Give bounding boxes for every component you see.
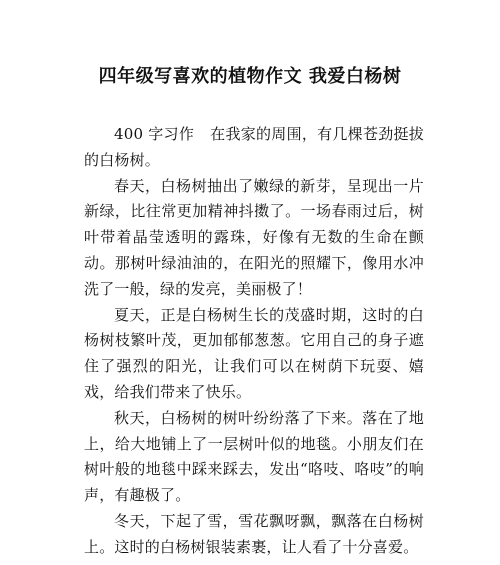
word-count-label: 400 字习作 <box>114 125 195 143</box>
paragraph-winter: 冬天，下起了雪，雪花飘呀飘，飘落在白杨树上。这时的白杨树银装素裹，让人看了十分喜爱。 <box>84 511 424 556</box>
intro-paragraph <box>84 122 424 174</box>
essay-body <box>84 122 424 561</box>
paragraph-spring: 春天，白杨树抽出了嫩绿的新芽，呈现出一片新绿，比往常更加精神抖擞了。一场春雨过后，树叶带着晶莹透明的露珠，好像有无数的生命在颤动。那树叶绿油油的，在阳光的照耀下，像用水冲洗了一般，绿的发亮，美丽极了！ <box>84 176 424 298</box>
essay-title: 四年级写喜欢的植物作文 我爱白杨树 <box>98 66 402 87</box>
paragraph-summer: 夏天，正是白杨树生长的茂盛时期，这时的白杨树枝繁叶茂，更加郁郁葱葱。它用自己的身子遮住了强烈的阳光，让我们可以在树荫下玩耍、嬉戏，给我们带来了快乐。 <box>84 305 424 401</box>
paragraph-autumn: 秋天，白杨树的树叶纷纷落了下来。落在了地上，给大地铺上了一层树叶似的地毯。小朋友们在树叶般的地毯中踩来踩去，发出“咯吱、咯吱”的响声，有趣极了。 <box>84 408 424 505</box>
intro-text: 在我家的周围，有几棵苍劲挺拔的白杨树。 <box>84 125 424 169</box>
